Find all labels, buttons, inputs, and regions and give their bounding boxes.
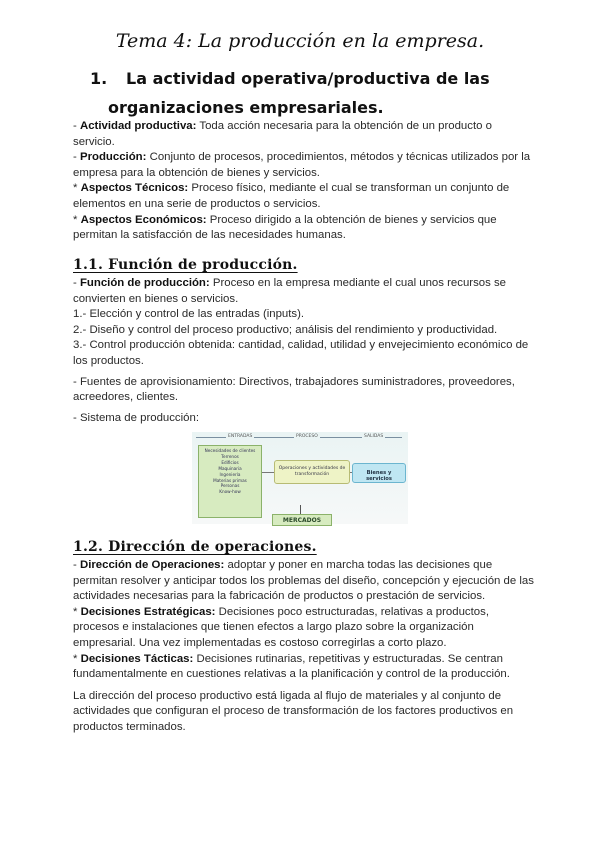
sources: - Fuentes de aprovisionamiento: Directivos, trabajadores suministradores, proveedores, acreedores, clientes. bbox=[73, 375, 515, 404]
heading-line-2: organizaciones empresariales bbox=[108, 98, 378, 117]
text: Toda acción necesaria para la obtención de un producto o servicio. bbox=[73, 120, 492, 148]
text: Proceso dirigido a la obtención de bienes y servicios que permitan la satisfacción de las necesidades humanas. bbox=[73, 213, 497, 242]
prefix: * bbox=[73, 182, 81, 195]
heading-line-1: La actividad operativa/productiva de las bbox=[126, 69, 490, 88]
input-item: Terrenos bbox=[221, 453, 239, 459]
header-proceso: PROCESO bbox=[296, 434, 318, 439]
list-item: 1.- Elección y control de las entradas (inputs). bbox=[73, 308, 305, 321]
term: Aspectos Económicos: bbox=[80, 213, 207, 226]
heading-1 bbox=[90, 64, 490, 122]
diagram-header bbox=[192, 434, 408, 442]
output-box: Bienes y servicios bbox=[352, 463, 406, 483]
entry bbox=[73, 558, 535, 605]
entry bbox=[73, 605, 535, 652]
closing-paragraph: La dirección del proceso productivo está ligada al flujo de materiales y al conjunto de actividades que configuran el proceso de transformación de los factores productivos en productos terminados. bbox=[73, 689, 514, 733]
heading-tail: . bbox=[377, 98, 384, 117]
section1-block bbox=[73, 276, 535, 426]
text: Decisiones poco estructuradas, relativas a productos, procesos e instalaciones que tienen efectos a largo plazo sobre la organización empresarial. Una vez implementadas es costoso corregirlas a corto plazo. bbox=[73, 605, 489, 649]
prefix: * bbox=[73, 605, 81, 618]
intro-paragraph bbox=[73, 150, 535, 181]
prefix: * bbox=[73, 213, 81, 226]
input-item: Personas bbox=[220, 483, 240, 489]
text: Proceso físico, mediante el cual se transforman un conjunto de elementos en una serie de productos o servicios. bbox=[73, 182, 510, 210]
text: Decisiones rutinarias, repetitivas y estructuradas. Se centran fundamentalmente en cuestiones relativas a la planificación y control de la producción. bbox=[73, 652, 510, 681]
market-box: MERCADOS bbox=[272, 514, 332, 526]
definition bbox=[73, 276, 535, 307]
prefix: - bbox=[73, 120, 80, 132]
system-label: - Sistema de producción: bbox=[73, 411, 199, 424]
entry bbox=[73, 652, 535, 683]
intro-paragraph bbox=[73, 181, 535, 212]
process-box: Operaciones y actividades de transformación bbox=[274, 460, 350, 484]
term: Actividad productiva: bbox=[79, 120, 197, 132]
page-title: Tema 4: La producción en la empresa. bbox=[115, 30, 485, 52]
section-title-2: 1.2. Dirección de operaciones. bbox=[73, 539, 317, 555]
input-item: Know-how bbox=[219, 489, 241, 495]
text: Conjunto de procesos, procedimientos, métodos y técnicas utilizados por la empresa para la obtención de bienes y servicios. bbox=[73, 151, 531, 179]
prefix: - bbox=[73, 151, 80, 164]
prefix: * bbox=[73, 652, 81, 665]
arrow-in bbox=[262, 472, 274, 473]
intro-block bbox=[73, 119, 535, 244]
section-title-1: 1.1. Función de producción. bbox=[73, 257, 298, 273]
text: adoptar y poner en marcha todas las decisiones que permitan resolver y anticipar todos los problemas del diseño, concepción y ejecución de las actividades necesarias para la fabricación de productos o prestación de servicios. bbox=[73, 559, 534, 603]
list-item: 2.- Diseño y control del proceso productivo; análisis del rendimiento y productividad. bbox=[73, 323, 498, 336]
header-salidas: SALIDAS bbox=[364, 434, 384, 439]
text: Proceso en la empresa mediante el cual unos recursos se convierten en bienes o servicios. bbox=[73, 277, 506, 305]
term: Decisiones Tácticas: bbox=[80, 652, 194, 665]
intro-paragraph bbox=[73, 119, 535, 150]
term: Decisiones Estratégicas: bbox=[80, 605, 216, 618]
section2-block bbox=[73, 558, 535, 736]
input-item: Necesidades de clientes bbox=[204, 448, 256, 453]
prefix: - bbox=[73, 559, 80, 571]
input-item: Ingeniería bbox=[219, 471, 241, 477]
intro-paragraph bbox=[73, 213, 535, 244]
input-item: Materias primas bbox=[213, 477, 247, 483]
header-entradas: ENTRADAS bbox=[228, 434, 253, 439]
inputs-box bbox=[198, 445, 262, 518]
input-item: Edificios bbox=[221, 459, 239, 465]
term: Función de producción: bbox=[79, 277, 210, 289]
term: Dirección de Operaciones: bbox=[79, 559, 225, 571]
input-item: Maquinaria bbox=[218, 465, 242, 471]
prefix: - bbox=[73, 277, 80, 289]
term: Producción: bbox=[79, 151, 147, 164]
list-item: 3.- Control producción obtenida: cantidad, calidad, utilidad y envejecimiento económico de los productos. bbox=[73, 339, 529, 367]
term: Aspectos Técnicos: bbox=[80, 182, 189, 195]
heading-number: 1. bbox=[90, 69, 108, 88]
